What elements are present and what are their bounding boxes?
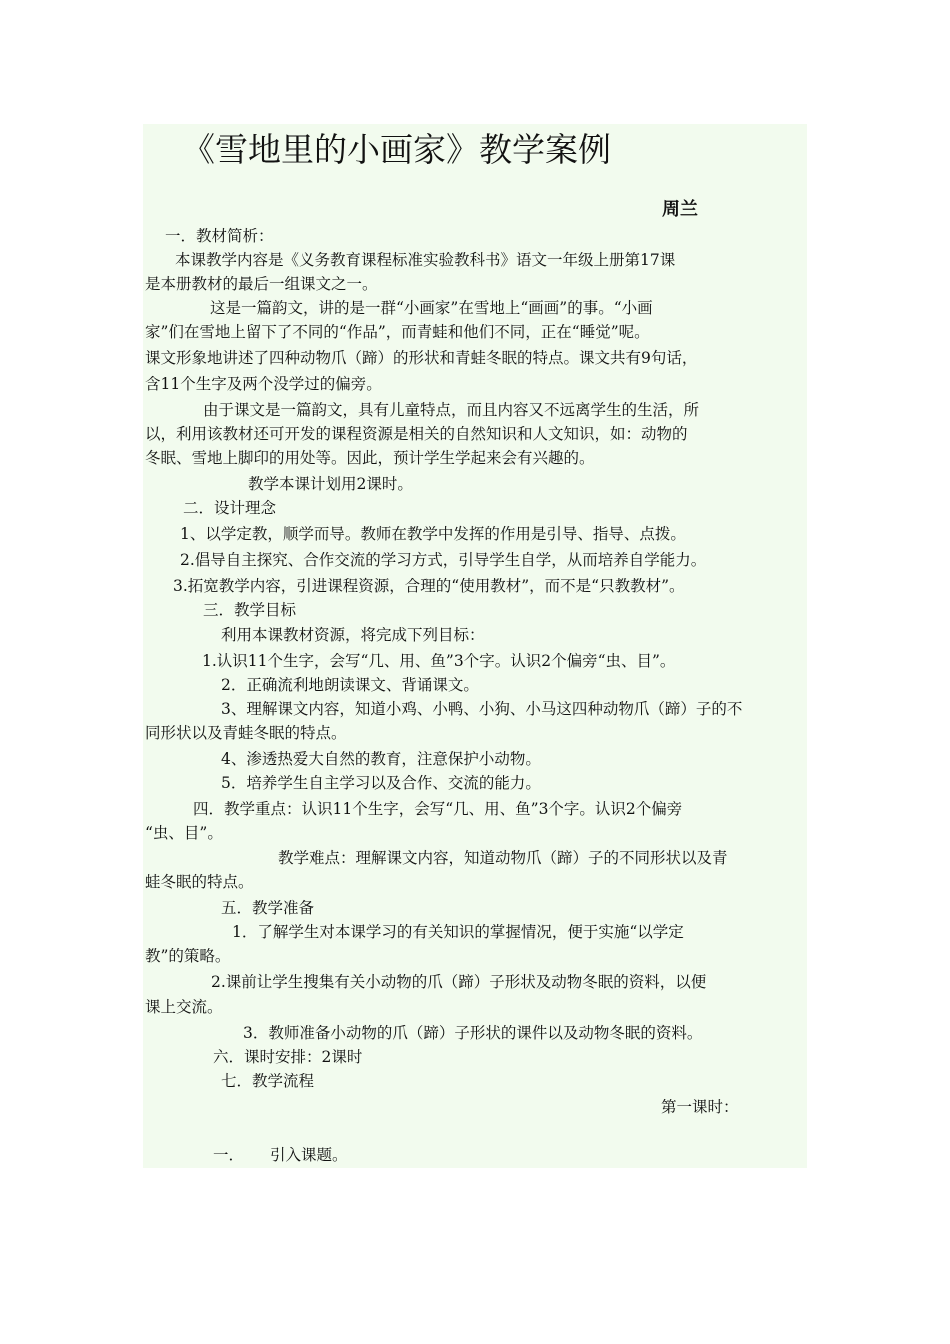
paragraph-line: 教学本课计划用2课时。 bbox=[248, 475, 413, 493]
list-item: 2．正确流利地朗读课文、背诵课文。 bbox=[221, 676, 479, 694]
list-item: 2.倡导自主探究、合作交流的学习方式，引导学生自学，从而培养自学能力。 bbox=[180, 551, 707, 569]
list-item: 3．教师准备小动物的爪（蹄）子形状的课件以及动物冬眠的资料。 bbox=[243, 1024, 703, 1042]
list-item: 5．培养学生自主学习以及合作、交流的能力。 bbox=[221, 774, 541, 792]
list-item: 同形状以及青蛙冬眠的特点。 bbox=[145, 724, 347, 742]
author-name: 周兰 bbox=[662, 199, 698, 220]
paragraph-line: 这是一篇韵文，讲的是一群“小画家”在雪地上“画画”的事。“小画 bbox=[210, 299, 653, 317]
lesson-label: 第一课时： bbox=[661, 1098, 739, 1116]
list-item: 1、以学定教，顺学而导。教师在教学中发挥的作用是引导、指导、点拨。 bbox=[180, 525, 686, 543]
section-heading-schedule: 六．课时安排：2课时 bbox=[213, 1048, 363, 1066]
paragraph-line: 含11个生字及两个没学过的偏旁。 bbox=[145, 375, 382, 393]
paragraph-line: 以，利用该教材还可开发的课程资源是相关的自然知识和人文知识，如：动物的 bbox=[145, 425, 688, 443]
paragraph-line: “虫、目”。 bbox=[145, 824, 223, 842]
section-heading-key-points: 四．教学重点：认识11个生字，会写“几、用、鱼”3个字。认识2个偏旁 bbox=[193, 800, 683, 818]
list-item: 教”的策略。 bbox=[145, 947, 231, 965]
section-heading-materials: 一．教材简析： bbox=[165, 227, 274, 245]
paragraph-line: 本课教学内容是《义务教育课程标准实验教科书》语文一年级上册第17课 bbox=[175, 251, 676, 269]
paragraph-line: 课文形象地讲述了四种动物爪（蹄）的形状和青蛙冬眠的特点。课文共有9句话， bbox=[145, 349, 698, 367]
section-heading-preparation: 五．教学准备 bbox=[221, 899, 315, 917]
paragraph-line: 家”们在雪地上留下了不同的“作品”，而青蛙和他们不同，正在“睡觉”呢。 bbox=[145, 323, 650, 341]
document-title: 《雪地里的小画家》教学案例 bbox=[182, 130, 611, 169]
list-item: 3.拓宽教学内容，引进课程资源，合理的“使用教材”，而不是“只教教材”。 bbox=[173, 577, 685, 595]
list-item: 1.认识11个生字，会写“几、用、鱼”3个字。认识2个偏旁“虫、目”。 bbox=[202, 652, 676, 670]
list-item: 3、理解课文内容，知道小鸡、小鸭、小狗、小马这四种动物爪（蹄）子的不 bbox=[221, 700, 743, 718]
step-number: 一． bbox=[213, 1146, 245, 1164]
list-item: 1．了解学生对本课学习的有关知识的掌握情况，便于实施“以学定 bbox=[232, 923, 684, 941]
section-heading-goals: 三．教学目标 bbox=[203, 601, 297, 619]
list-item: 课上交流。 bbox=[145, 998, 223, 1016]
list-item: 4、渗透热爱大自然的教育，注意保护小动物。 bbox=[221, 750, 541, 768]
list-item: 2.课前让学生搜集有关小动物的爪（蹄）子形状及动物冬眠的资料，以便 bbox=[211, 973, 707, 991]
paragraph-line: 教学难点：理解课文内容，知道动物爪（蹄）子的不同形状以及青 bbox=[278, 849, 728, 867]
paragraph-line: 由于课文是一篇韵文，具有儿童特点，而且内容又不远离学生的生活，所 bbox=[203, 401, 700, 419]
paragraph-line: 是本册教材的最后一组课文之一。 bbox=[145, 275, 378, 293]
paragraph-line: 蛙冬眠的特点。 bbox=[145, 873, 254, 891]
section-heading-design: 二．设计理念 bbox=[183, 499, 277, 517]
section-heading-process: 七．教学流程 bbox=[221, 1072, 315, 1090]
paragraph-line: 利用本课教材资源，将完成下列目标： bbox=[221, 626, 485, 644]
step-text: 引入课题。 bbox=[270, 1146, 348, 1164]
paragraph-line: 冬眠、雪地上脚印的用处等。因此，预计学生学起来会有兴趣的。 bbox=[145, 449, 595, 467]
